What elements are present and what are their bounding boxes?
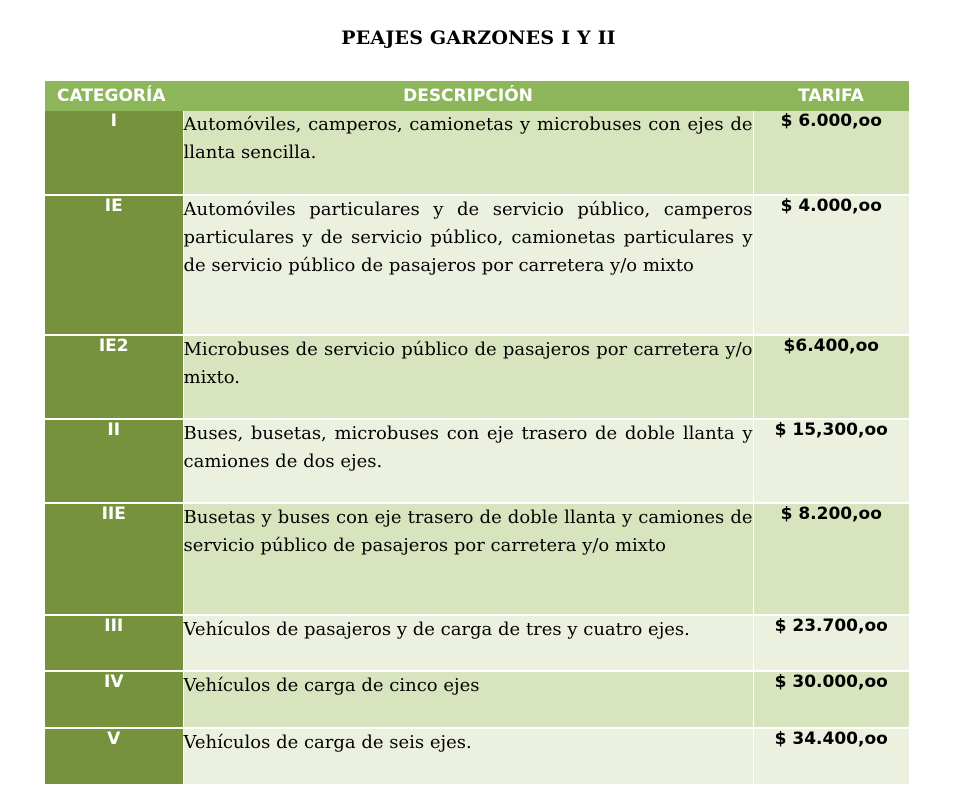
description-cell: Automóviles, camperos, camionetas y microbuses con ejes de llanta sencilla. — [183, 111, 753, 195]
rate-cell: $ 4.000,oo — [753, 195, 909, 335]
page-title: PEAJES GARZONES I Y II — [341, 27, 616, 49]
header-descripcion: DESCRIPCIÓN — [183, 81, 753, 111]
description-cell: Buses, busetas, microbuses con eje trasero de doble llanta y camiones de dos ejes. — [183, 419, 753, 503]
table-row — [45, 419, 909, 503]
table-row — [45, 195, 909, 335]
rate-cell: $ 6.000,oo — [753, 111, 909, 195]
rate-cell: $ 30.000,oo — [753, 671, 909, 728]
rate-cell: $ 8.200,oo — [753, 503, 909, 615]
category-cell: IE2 — [45, 335, 183, 419]
category-cell: IIE — [45, 503, 183, 615]
table-row — [45, 615, 909, 671]
table-row — [45, 111, 909, 195]
category-cell: I — [45, 111, 183, 195]
category-cell: V — [45, 728, 183, 785]
description-cell: Vehículos de pasajeros y de carga de tres y cuatro ejes. — [183, 615, 753, 671]
category-cell: IE — [45, 195, 183, 335]
description-cell: Microbuses de servicio público de pasajeros por carretera y/o mixto. — [183, 335, 753, 419]
rate-cell: $ 34.400,oo — [753, 728, 909, 785]
rate-cell: $ 23.700,oo — [753, 615, 909, 671]
description-cell: Vehículos de carga de seis ejes. — [183, 728, 753, 785]
category-cell: IV — [45, 671, 183, 728]
toll-rates-table — [45, 81, 909, 786]
table-row — [45, 335, 909, 419]
description-cell: Automóviles particulares y de servicio público, camperos particulares y de servicio público, camionetas particulares y de servicio público de pasajeros por carretera y/o mixto — [183, 195, 753, 335]
header-tarifa: TARIFA — [753, 81, 909, 111]
table-row — [45, 728, 909, 785]
rate-cell: $6.400,oo — [753, 335, 909, 419]
header-categoria: CATEGORÍA — [45, 81, 183, 111]
table-row — [45, 503, 909, 615]
category-cell: II — [45, 419, 183, 503]
table-header-row — [45, 81, 909, 111]
description-cell: Busetas y buses con eje trasero de doble llanta y camiones de servicio público de pasajeros por carretera y/o mixto — [183, 503, 753, 615]
rate-cell: $ 15,300,oo — [753, 419, 909, 503]
description-cell: Vehículos de carga de cinco ejes — [183, 671, 753, 728]
table-row — [45, 671, 909, 728]
category-cell: III — [45, 615, 183, 671]
